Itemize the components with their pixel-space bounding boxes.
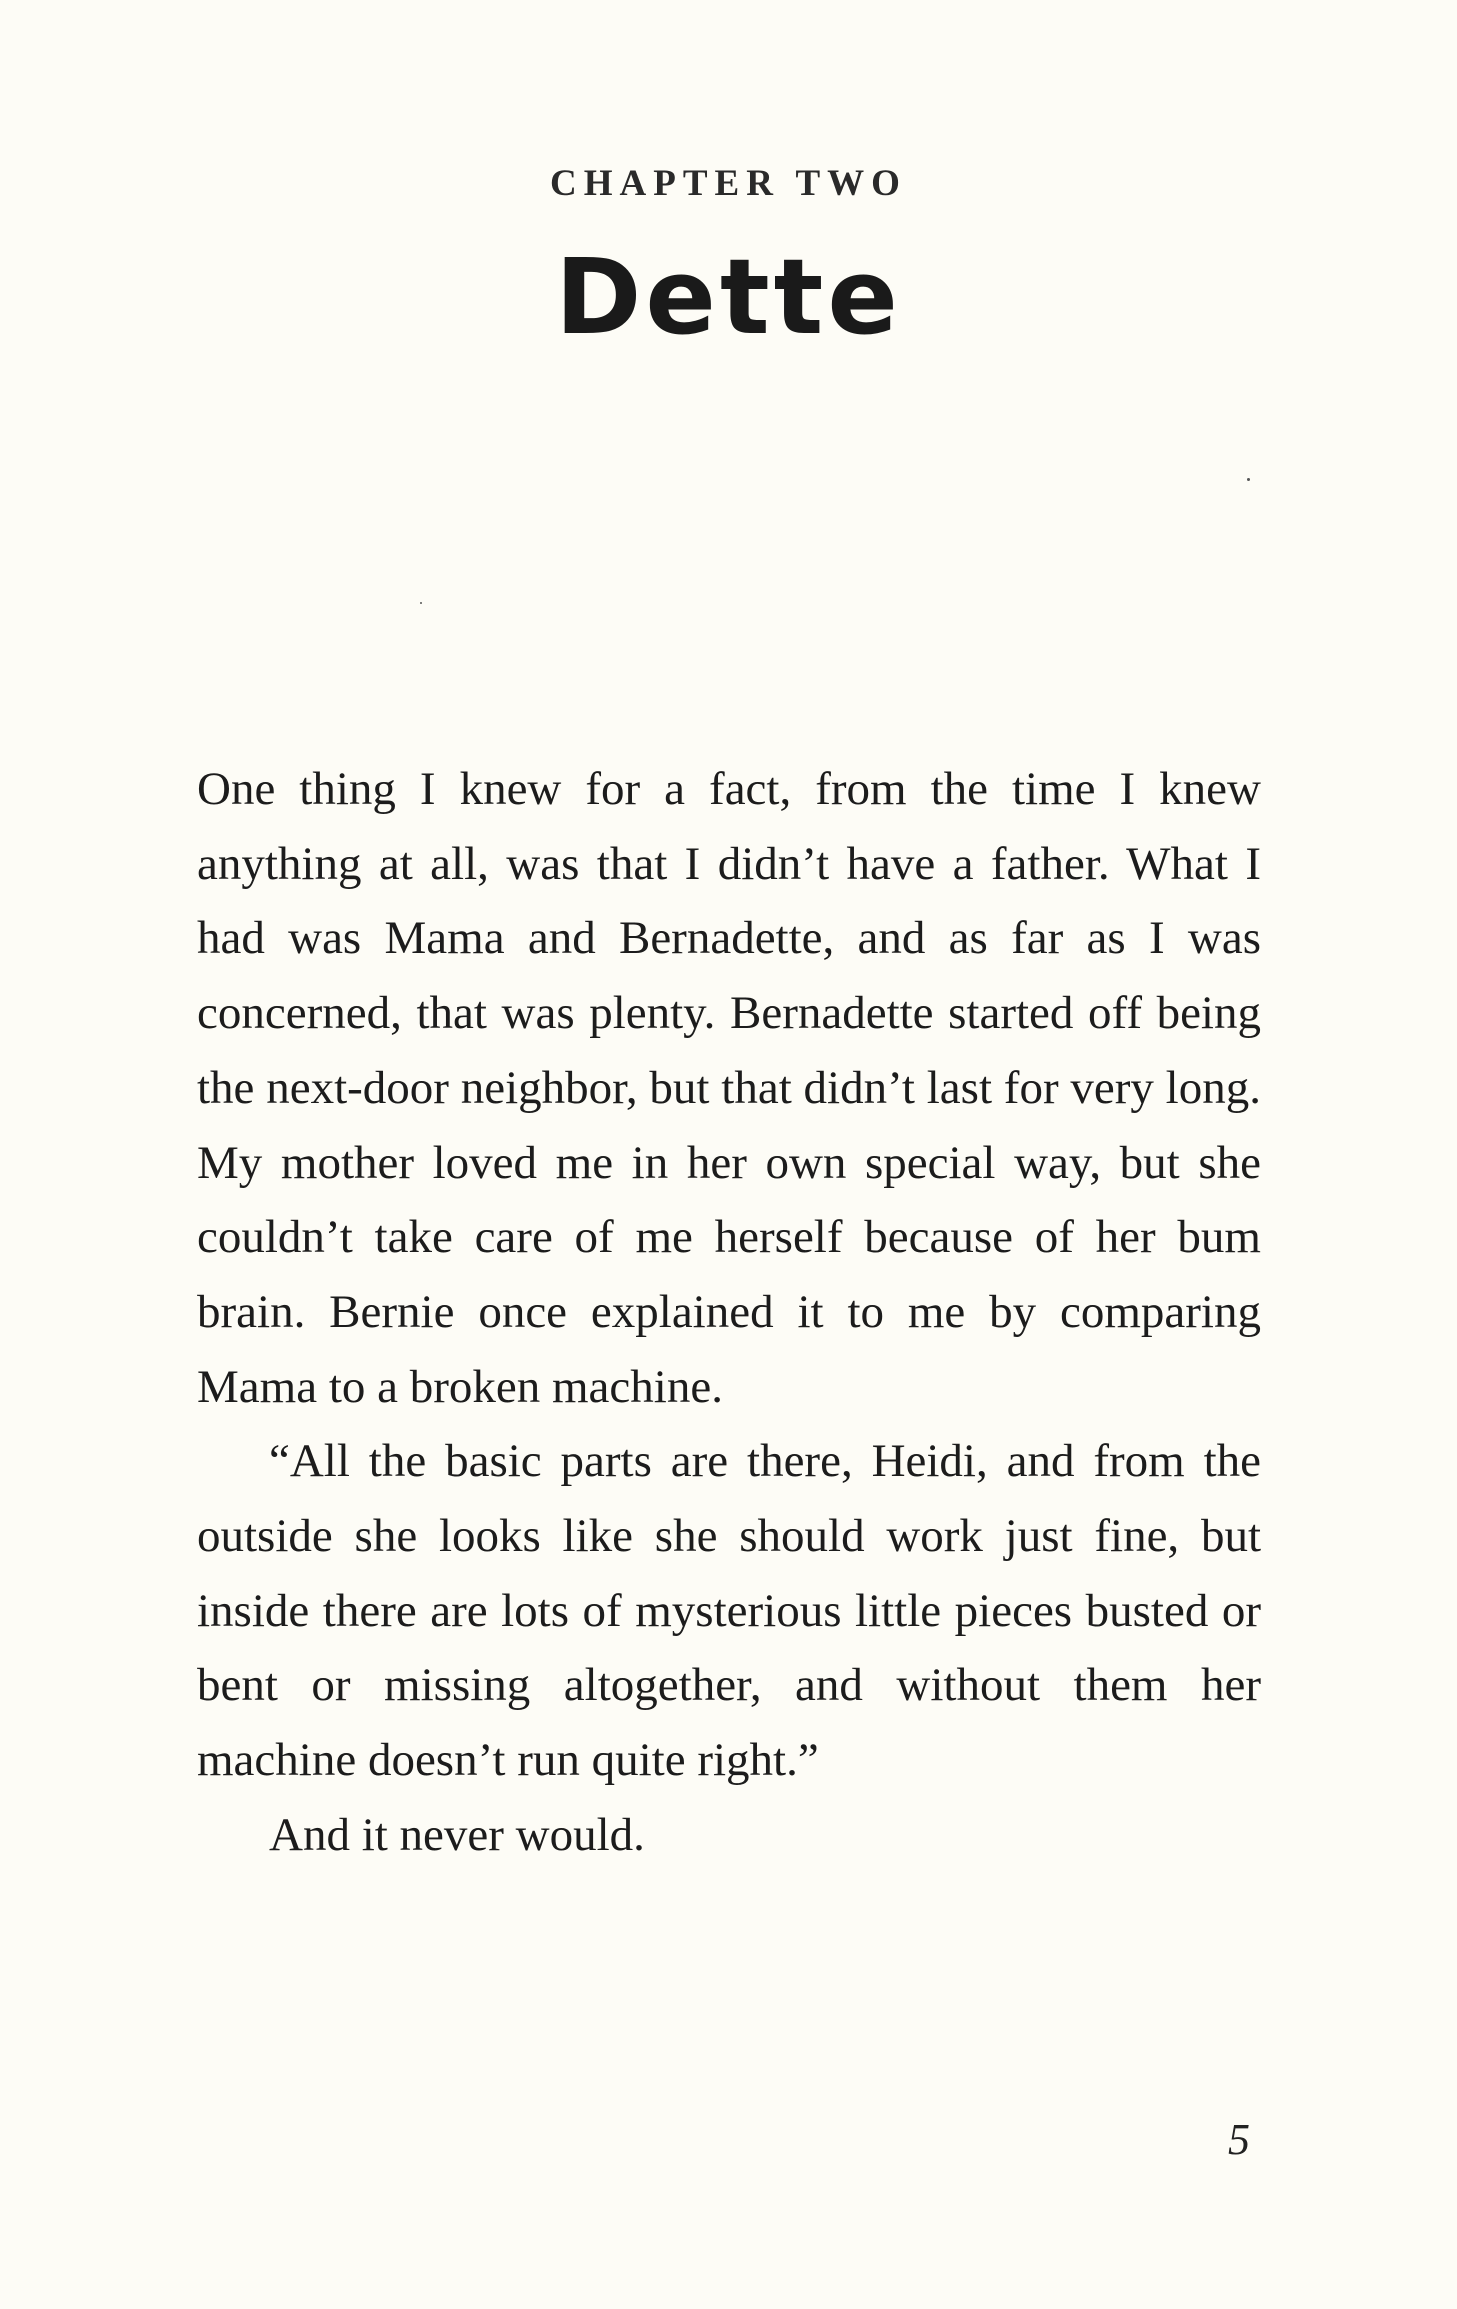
scan-speck (1247, 478, 1250, 481)
scan-speck (420, 602, 422, 604)
page-number: 5 (1228, 2115, 1250, 2164)
paragraph: And it never would. (269, 1808, 645, 1861)
paragraph: One thing I knew for a fact, from the time I knew anything at all, was that I didn’t have a father. What I had was Mama and Bernadette, and as far as I was concerned, that was plenty. Bernadette started off being the next-door neighbor, but that didn’t last for very long. My mother loved me in her own special way, but she couldn’t take care of me herself because of her bum brain. Bernie once explained it to me by comparing Mama to a broken machine. (197, 763, 1261, 1413)
chapter-title: Dette (555, 236, 902, 358)
paragraph: “All the basic parts are there, Heidi, and from the outside she looks like she should work just fine, but inside there are lots of mysterious little pieces busted or bent or missing altogether, and without them her machine doesn’t run quite right.” (197, 1435, 1261, 1787)
chapter-label: CHAPTER TWO (550, 163, 907, 204)
body-text (197, 752, 1261, 1873)
